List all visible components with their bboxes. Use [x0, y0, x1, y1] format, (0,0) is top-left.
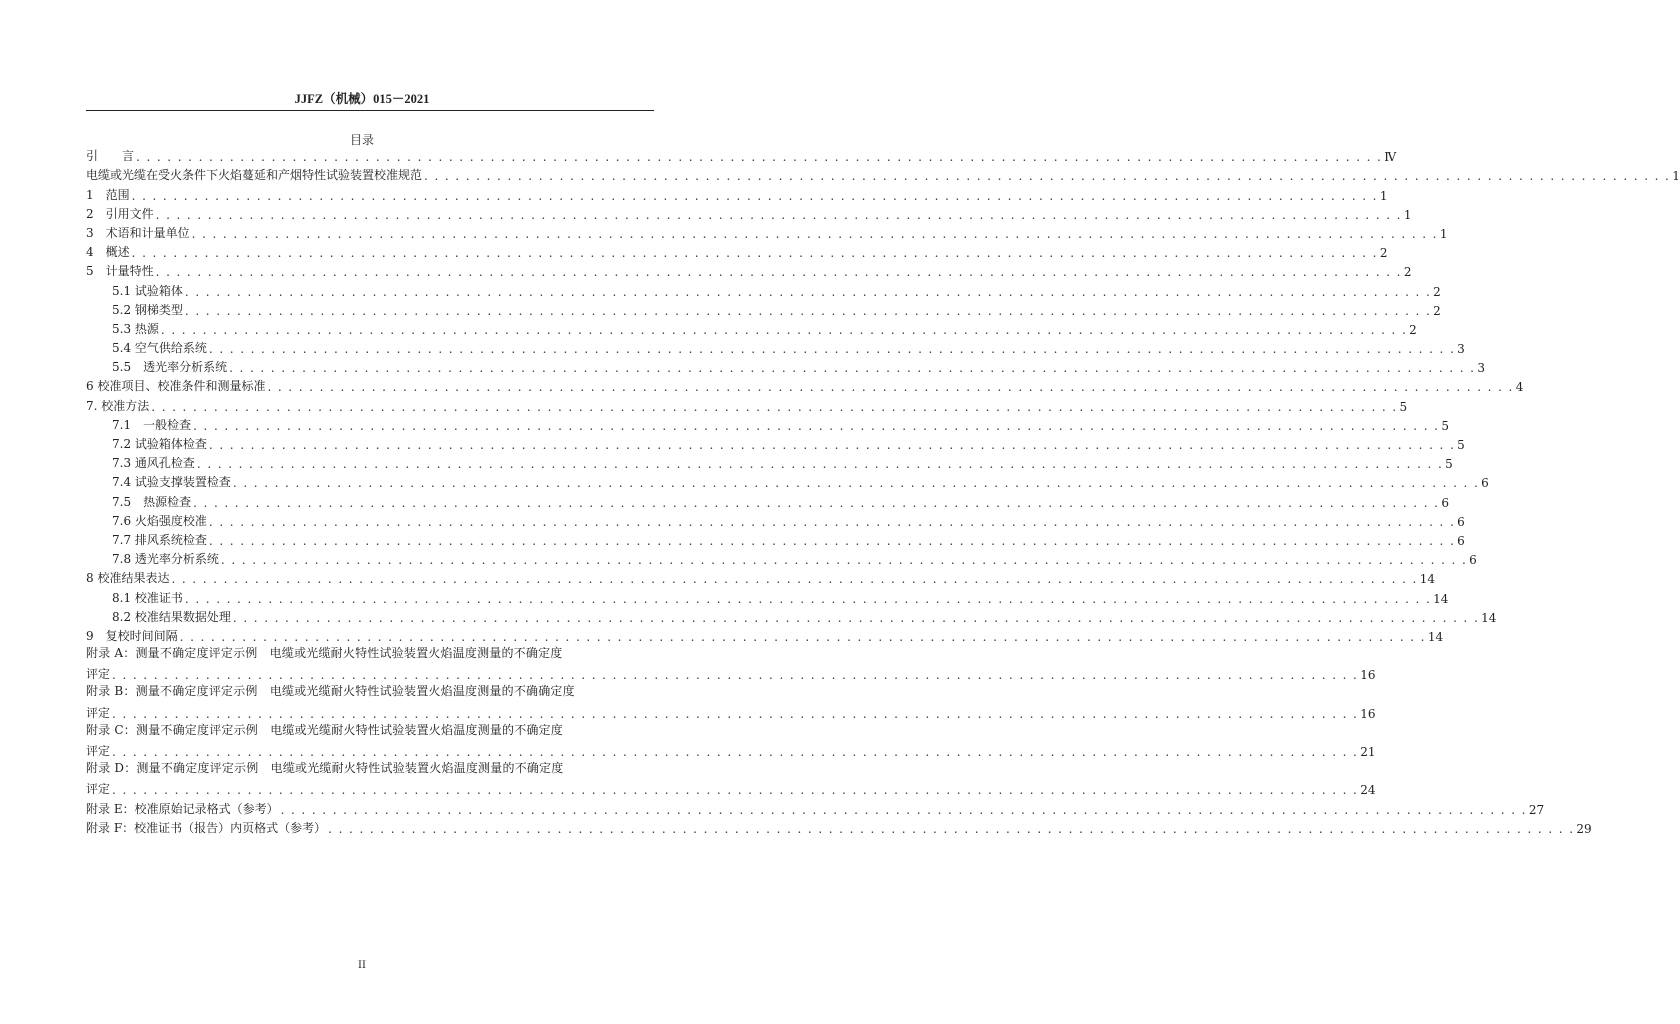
toc-leader-dots: . . . . . . . . . . . . . . . . . . . . . . . . . . . . . . . . . . . . . . . . . . . . . . . . . . . . . . . . . . . . . . . . . . . . . . . . . . . . . . . . . . . . . . . . . . . . . . . . . . . . . . . . . . . . . . . . . . . . . . . .: [267, 380, 1514, 395]
toc-entry-page: 5: [1441, 418, 1449, 433]
toc-leader-dots: . . . . . . . . . . . . . . . . . . . . . . . . . . . . . . . . . . . . . . . . . . . . . . . . . . . . . . . . . . . . . . . . . . . . . . . . . . . . . . . . . . . . . . . . . . . . . . . . . . . . . . . . . . . . . . . . . . . . . . . .: [184, 591, 1432, 606]
toc-entry[interactable]: [86, 567, 1435, 587]
toc-entry-label: 7.1 一般检查: [112, 417, 192, 432]
toc-entry-label: 3 术语和计量单位: [86, 225, 190, 240]
toc-appendix-title[interactable]: 附录 D：测量不确定度评定示例 电缆或光缆耐火特性试验装置火焰温度测量的不确定度: [86, 761, 564, 775]
toc-entry-label: 评定: [86, 782, 111, 797]
toc-leader-dots: . . . . . . . . . . . . . . . . . . . . . . . . . . . . . . . . . . . . . . . . . . . . . . . . . . . . . . . . . . . . . . . . . . . . . . . . . . . . . . . . . . . . . . . . . . . . . . . . . . . . . . . . . . . . . . . . . . . . . . . .: [208, 514, 1456, 529]
toc-leader-dots: . . . . . . . . . . . . . . . . . . . . . . . . . . . . . . . . . . . . . . . . . . . . . . . . . . . . . . . . . . . . . . . . . . . . . . . . . . . . . . . . . . . . . . . . . . . . . . . . . . . . . . . . . . . . . . . . . . . . . . . .: [196, 457, 1444, 472]
toc-entry-label: 评定: [86, 667, 111, 682]
toc-entry-label: 7.5 热源检查: [112, 494, 192, 509]
toc-entry[interactable]: [86, 318, 1417, 337]
toc-entry[interactable]: [86, 203, 1412, 222]
toc-entry[interactable]: [86, 145, 1397, 165]
toc-entry-page: 6: [1481, 476, 1489, 491]
toc-entry[interactable]: [86, 222, 1448, 241]
toc-appendix-title[interactable]: 附录 C：测量不确定度评定示例 电缆或光缆耐火特性试验装置火焰温度测量的不确定度: [86, 722, 563, 737]
toc-entry-page: 14: [1419, 572, 1435, 587]
toc-entry-page: 29: [1576, 821, 1592, 836]
toc-entry-label: 7.7 排风系统检查: [112, 532, 207, 547]
toc-entry-page: 1: [1379, 188, 1388, 203]
toc-leader-dots: . . . . . . . . . . . . . . . . . . . . . . . . . . . . . . . . . . . . . . . . . . . . . . . . . . . . . . . . . . . . . . . . . . . . . . . . . . . . . . . . . . . . . . . . . . . . . . . . . . . . . . . . . . . . . . . . . . . . . . . .: [232, 476, 1480, 491]
toc-leader-dots: . . . . . . . . . . . . . . . . . . . . . . . . . . . . . . . . . . . . . . . . . . . . . . . . . . . . . . . . . . . . . . . . . . . . . . . . . . . . . . . . . . . . . . . . . . . . . . . . . . . . . . . . . . . . . . . . . . . . . . . .: [208, 533, 1456, 548]
toc-entry-label: 5.3 热源: [112, 321, 159, 336]
toc-entry-label: 电缆或光缆在受火条件下火焰蔓延和产烟特性试验装置校准规范: [86, 168, 423, 183]
toc-entry-page: 1: [1439, 226, 1448, 241]
toc-entry[interactable]: [86, 183, 1388, 203]
toc-leader-dots: . . . . . . . . . . . . . . . . . . . . . . . . . . . . . . . . . . . . . . . . . . . . . . . . . . . . . . . . . . . . . . . . . . . . . . . . . . . . . . . . . . . . . . . . . . . . . . . . . . . . . . . . . . . . . . . . . . . . . . . .: [171, 572, 1418, 587]
toc-entry-label: 6 校准项目、校准条件和测量标准: [86, 379, 266, 394]
toc-entry[interactable]: [86, 394, 1408, 414]
toc-entry-label: 7.3 通风孔检查: [112, 456, 195, 471]
toc-entry-page: 5: [1445, 457, 1453, 472]
toc-leader-dots: . . . . . . . . . . . . . . . . . . . . . . . . . . . . . . . . . . . . . . . . . . . . . . . . . . . . . . . . . . . . . . . . . . . . . . . . . . . . . . . . . . . . . . . . . . . . . . . . . . . . . . . . . . . . . . . . . . . . . . . .: [191, 226, 1438, 241]
toc-leader-dots: . . . . . . . . . . . . . . . . . . . . . . . . . . . . . . . . . . . . . . . . . . . . . . . . . . . . . . . . . . . . . . . . . . . . . . . . . . . . . . . . . . . . . . . . . . . . . . . . . . . . . . . . . . . . . . . . . . . . . . . .: [232, 610, 1480, 625]
toc-entry[interactable]: [86, 433, 1465, 452]
toc-leader-dots: . . . . . . . . . . . . . . . . . . . . . . . . . . . . . . . . . . . . . . . . . . . . . . . . . . . . . . . . . . . . . . . . . . . . . . . . . . . . . . . . . . . . . . . . . . . . . . . . . . . . . . . . . . . . . . . . . . . . . . . .: [184, 303, 1432, 318]
toc-entry-page: 21: [1360, 745, 1376, 759]
toc-entry-label: 5.2 钢梯类型: [112, 302, 183, 317]
toc-entry[interactable]: [86, 260, 1412, 280]
toc-entry-label: 8.2 校准结果数据处理: [112, 609, 231, 624]
page-number-footer: II: [358, 960, 366, 971]
toc-entry[interactable]: [86, 701, 1376, 721]
toc-leader-dots: . . . . . . . . . . . . . . . . . . . . . . . . . . . . . . . . . . . . . . . . . . . . . . . . . . . . . . . . . . . . . . . . . . . . . . . . . . . . . . . . . . . . . . . . . . . . . . . . . . . . . . . . . . . . . . . . . . . . . . . .: [131, 188, 1378, 203]
toc-entry[interactable]: [86, 797, 1545, 817]
toc-entry[interactable]: [86, 817, 1592, 836]
toc-entry-label: 5.4 空气供给系统: [112, 341, 207, 356]
toc-entry[interactable]: [86, 452, 1453, 472]
toc-entry-page: 6: [1441, 495, 1449, 510]
toc-entry-label: 附录 E：校准原始记录格式（参考）: [86, 801, 279, 816]
toc-entry-page: 3: [1457, 342, 1465, 357]
toc-entry-label: 附录 F：校准证书（报告）内页格式（参考）: [86, 820, 327, 835]
toc-entry-page: 2: [1433, 303, 1441, 318]
toc-leader-dots: . . . . . . . . . . . . . . . . . . . . . . . . . . . . . . . . . . . . . . . . . . . . . . . . . . . . . . . . . . . . . . . . . . . . . . . . . . . . . . . . . . . . . . . . . . . . . . . . . . . . . . . . . . . . . . . . . . . . . . . .: [155, 265, 1402, 280]
toc-leader-dots: . . . . . . . . . . . . . . . . . . . . . . . . . . . . . . . . . . . . . . . . . . . . . . . . . . . . . . . . . . . . . . . . . . . . . . . . . . . . . . . . . . . . . . . . . . . . . . . . . . . . . . . . . . . . . . . . . . . . . . . .: [424, 169, 1671, 184]
toc-entry-label: 5.1 试验箱体: [112, 283, 183, 298]
toc-entry-label: 引 言: [86, 149, 135, 164]
toc-leader-dots: . . . . . . . . . . . . . . . . . . . . . . . . . . . . . . . . . . . . . . . . . . . . . . . . . . . . . . . . . . . . . . . . . . . . . . . . . . . . . . . . . . . . . . . . . . . . . . . . . . . . . . . . . . . . . . . . . . . . . . . .: [208, 342, 1456, 357]
toc-leader-dots: . . . . . . . . . . . . . . . . . . . . . . . . . . . . . . . . . . . . . . . . . . . . . . . . . . . . . . . . . . . . . . . . . . . . . . . . . . . . . . . . . . . . . . . . . . . . . . . . . . . . . . . . . . . . . . . . . . . . . . . .: [220, 553, 1468, 568]
toc-entry[interactable]: [86, 529, 1465, 548]
toc-entry[interactable]: [86, 356, 1485, 376]
toc-entry-page: 16: [1360, 668, 1376, 683]
toc-entry-page: 2: [1433, 284, 1441, 299]
toc-entry[interactable]: [86, 414, 1449, 433]
toc-leader-dots: . . . . . . . . . . . . . . . . . . . . . . . . . . . . . . . . . . . . . . . . . . . . . . . . . . . . . . . . . . . . . . . . . . . . . . . . . . . . . . . . . . . . . . . . . . . . . . . . . . . . . . . . . . . . . . . . . . . . . . . .: [229, 361, 1476, 376]
toc-appendix-title[interactable]: 附录 A：测量不确定度评定示例 电缆或光缆耐火特性试验装置火焰温度测量的不确定度: [86, 645, 563, 660]
toc-entry[interactable]: [86, 241, 1388, 261]
toc-leader-dots: . . . . . . . . . . . . . . . . . . . . . . . . . . . . . . . . . . . . . . . . . . . . . . . . . . . . . . . . . . . . . . . . . . . . . . . . . . . . . . . . . . . . . . . . . . . . . . . . . . . . . . . . . . . . . . . . . . . . . . . .: [151, 399, 1398, 414]
toc-entry-page: 14: [1433, 591, 1449, 606]
toc-entry-page: 6: [1457, 533, 1465, 548]
toc-entry-label: 1 范围: [86, 187, 130, 202]
toc-entry-label: 9 复校时间间隔: [86, 628, 178, 643]
toc-entry[interactable]: [86, 337, 1465, 357]
toc-entry[interactable]: [86, 606, 1497, 625]
toc-entry-page: 6: [1469, 553, 1477, 568]
toc-entry[interactable]: [86, 279, 1441, 299]
toc-leader-dots: . . . . . . . . . . . . . . . . . . . . . . . . . . . . . . . . . . . . . . . . . . . . . . . . . . . . . . . . . . . . . . . . . . . . . . . . . . . . . . . . . . . . . . . . . . . . . . . . . . . . . . . . . . . . . . . . . . . . . . . .: [184, 284, 1432, 299]
toc-entry-page: 14: [1481, 610, 1497, 625]
toc-entry[interactable]: [86, 299, 1441, 318]
toc-entry[interactable]: [86, 625, 1444, 644]
toc-leader-dots: . . . . . . . . . . . . . . . . . . . . . . . . . . . . . . . . . . . . . . . . . . . . . . . . . . . . . . . . . . . . . . . . . . . . . . . . . . . . . . . . . . . . . . . . . . . . . . . . . . . . . . . . . . . . . . . . . . . . . . . .: [208, 438, 1456, 452]
toc-entry-label: 2 引用文件: [86, 206, 154, 221]
toc-appendix-title[interactable]: 附录 B：测量不确定度评定示例 电缆或光缆耐火特性试验装置火焰温度测量的不确确定度: [86, 684, 575, 699]
toc-leader-dots: . . . . . . . . . . . . . . . . . . . . . . . . . . . . . . . . . . . . . . . . . . . . . . . . . . . . . . . . . . . . . . . . . . . . . . . . . . . . . . . . . . . . . . . . . . . . . . . . . . . . . . . . . . . . . . . . . . . . . . . .: [193, 495, 1440, 510]
toc-entry[interactable]: [86, 164, 1680, 184]
toc-leader-dots: . . . . . . . . . . . . . . . . . . . . . . . . . . . . . . . . . . . . . . . . . . . . . . . . . . . . . . . . . . . . . . . . . . . . . . . . . . . . . . . . . . . . . . . . . . . . . . . . . . . . . . . . . . . . . . . . . . . . . . . .: [160, 322, 1408, 337]
toc-entry-label: 7. 校准方法: [86, 398, 150, 413]
toc-leader-dots: . . . . . . . . . . . . . . . . . . . . . . . . . . . . . . . . . . . . . . . . . . . . . . . . . . . . . . . . . . . . . . . . . . . . . . . . . . . . . . . . . . . . . . . . . . . . . . . . . . . . . . . . . . . . . . . . . . . . . . . .: [179, 629, 1426, 644]
toc-leader-dots: . . . . . . . . . . . . . . . . . . . . . . . . . . . . . . . . . . . . . . . . . . . . . . . . . . . . . . . . . . . . . . . . . . . . . . . . . . . . . . . . . . . . . . . . . . . . . . . . . . . . . . . . . . . . . . . . . . . . . . . .: [112, 783, 1359, 798]
toc-entry[interactable]: [86, 778, 1376, 798]
toc-entry-page: 5: [1399, 399, 1408, 414]
toc-entry-page: 2: [1403, 265, 1412, 280]
toc-leader-dots: . . . . . . . . . . . . . . . . . . . . . . . . . . . . . . . . . . . . . . . . . . . . . . . . . . . . . . . . . . . . . . . . . . . . . . . . . . . . . . . . . . . . . . . . . . . . . . . . . . . . . . . . . . . . . . . . . . . . . . . .: [280, 802, 1527, 817]
toc-leader-dots: . . . . . . . . . . . . . . . . . . . . . . . . . . . . . . . . . . . . . . . . . . . . . . . . . . . . . . . . . . . . . . . . . . . . . . . . . . . . . . . . . . . . . . . . . . . . . . . . . . . . . . . . . . . . . . . . . . . . . . . .: [328, 821, 1575, 836]
toc-leader-dots: . . . . . . . . . . . . . . . . . . . . . . . . . . . . . . . . . . . . . . . . . . . . . . . . . . . . . . . . . . . . . . . . . . . . . . . . . . . . . . . . . . . . . . . . . . . . . . . . . . . . . . . . . . . . . . . . . . . . . . . .: [112, 668, 1359, 683]
toc-entry-page: 4: [1515, 380, 1524, 395]
toc-entry-page: 1: [1672, 169, 1680, 184]
toc-entry-label: 7.2 试验箱体检查: [112, 437, 207, 451]
toc-entry-page: 2: [1409, 322, 1417, 337]
toc-leader-dots: . . . . . . . . . . . . . . . . . . . . . . . . . . . . . . . . . . . . . . . . . . . . . . . . . . . . . . . . . . . . . . . . . . . . . . . . . . . . . . . . . . . . . . . . . . . . . . . . . . . . . . . . . . . . . . . . . . . . . . . .: [193, 418, 1440, 433]
toc-leader-dots: . . . . . . . . . . . . . . . . . . . . . . . . . . . . . . . . . . . . . . . . . . . . . . . . . . . . . . . . . . . . . . . . . . . . . . . . . . . . . . . . . . . . . . . . . . . . . . . . . . . . . . . . . . . . . . . . . . . . . . . .: [136, 150, 1383, 165]
toc-entry-page: 14: [1427, 629, 1444, 644]
toc-entry-label: 7.8 透光率分析系统: [112, 552, 219, 567]
toc-leader-dots: . . . . . . . . . . . . . . . . . . . . . . . . . . . . . . . . . . . . . . . . . . . . . . . . . . . . . . . . . . . . . . . . . . . . . . . . . . . . . . . . . . . . . . . . . . . . . . . . . . . . . . . . . . . . . . . . . . . . . . . .: [112, 745, 1359, 759]
toc-entry-page: 6: [1457, 514, 1465, 529]
toc-entry-page: 27: [1528, 802, 1545, 817]
toc-entry-page: 3: [1477, 361, 1485, 376]
toc-entry-page: Ⅳ: [1384, 150, 1397, 165]
toc-entry-label: 7.4 试验支撑装置检查: [112, 475, 231, 490]
toc-entry-page: 1: [1403, 207, 1412, 222]
toc-entry-label: 5 计量特性: [86, 264, 154, 279]
toc-entry-label: 7.6 火焰强度校准: [112, 513, 207, 528]
toc-entry-label: 评定: [86, 744, 111, 758]
toc-entry[interactable]: [86, 586, 1449, 606]
header-rule: [86, 110, 654, 111]
toc-entry[interactable]: [86, 663, 1376, 683]
toc-leader-dots: . . . . . . . . . . . . . . . . . . . . . . . . . . . . . . . . . . . . . . . . . . . . . . . . . . . . . . . . . . . . . . . . . . . . . . . . . . . . . . . . . . . . . . . . . . . . . . . . . . . . . . . . . . . . . . . . . . . . . . . .: [155, 207, 1402, 222]
toc-entry[interactable]: [86, 471, 1489, 491]
table-of-contents: [86, 145, 1680, 836]
toc-title: 目录: [349, 133, 374, 147]
toc-entry-page: 24: [1360, 783, 1376, 798]
toc-leader-dots: . . . . . . . . . . . . . . . . . . . . . . . . . . . . . . . . . . . . . . . . . . . . . . . . . . . . . . . . . . . . . . . . . . . . . . . . . . . . . . . . . . . . . . . . . . . . . . . . . . . . . . . . . . . . . . . . . . . . . . . .: [112, 706, 1359, 721]
toc-entry-label: 8.1 校准证书: [112, 590, 183, 605]
toc-entry-label: 4 概述: [86, 245, 130, 260]
toc-entry[interactable]: [86, 490, 1449, 510]
toc-entry[interactable]: [86, 375, 1524, 395]
toc-entry[interactable]: [86, 740, 1376, 759]
toc-entry-label: 8 校准结果表达: [86, 571, 170, 586]
toc-entry-label: 评定: [86, 705, 111, 720]
toc-entry-page: 5: [1457, 438, 1465, 452]
toc-entry[interactable]: [86, 548, 1477, 568]
toc-entry-page: 2: [1379, 246, 1388, 261]
toc-entry-label: 5.5 透光率分析系统: [112, 360, 228, 375]
standard-code-header: JJFZ（机械）015－2021: [294, 92, 430, 106]
toc-entry-page: 16: [1360, 706, 1376, 721]
toc-entry[interactable]: [86, 510, 1465, 529]
toc-leader-dots: . . . . . . . . . . . . . . . . . . . . . . . . . . . . . . . . . . . . . . . . . . . . . . . . . . . . . . . . . . . . . . . . . . . . . . . . . . . . . . . . . . . . . . . . . . . . . . . . . . . . . . . . . . . . . . . . . . . . . . . .: [131, 246, 1378, 261]
